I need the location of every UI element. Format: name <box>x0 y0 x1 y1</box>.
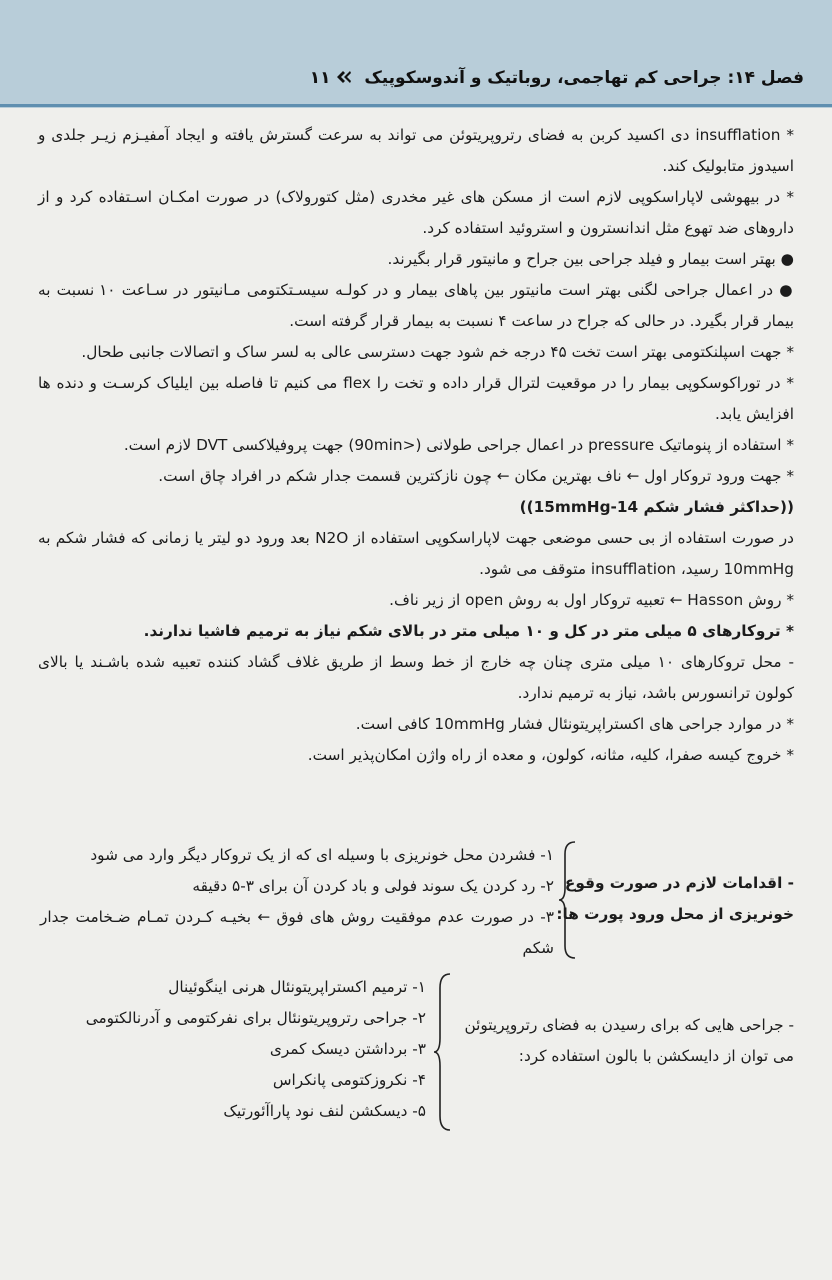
list-item: ۳- برداشتن دیسک کمری <box>269 1040 426 1058</box>
list-item: ۴- نکروزکتومی پانکراس <box>272 1071 426 1089</box>
chapter-logo-icon <box>336 70 352 84</box>
chapter-header <box>0 0 832 108</box>
balloon-procedures-list <box>40 972 426 1127</box>
balloon-dissection-block <box>40 972 794 1132</box>
chapter-title-text: فصل ۱۴: جراحی کم تهاجمی، روباتیک و آندوسکوپیک <box>364 68 804 88</box>
bleeding-label-line-1: - اقدامات لازم در صورت وقوع <box>564 874 794 892</box>
list-item: ۱- ترمیم اکستراپریتونئال هرنی اینگوئینال <box>168 978 426 996</box>
paragraph-2: * در بیهوشی لاپاراسکوپی لازم است از مسکن های غیر مخدری (مثل کتورولاک) در صورت امکـان اسـتفاده کرد و از داروهای ضد تهوع مثل اندانسترون و استروئید استفاده کرد. <box>38 188 794 237</box>
list-item: ۵- دیسکشن لنف نود پاراآئورتیک <box>223 1102 426 1120</box>
paragraph-6: * در توراکوسکوپی بیمار را در موقعیت لترال قرار داده و تخت را flex می کنیم تا فاصله بین ایلیاک کرسـت و دنده ها افزایش یابد. <box>38 374 794 423</box>
bleeding-steps-list <box>40 840 554 964</box>
chapter-title <box>310 68 804 88</box>
balloon-label-line-1: - جراحی هایی که برای رسیدن به فضای رتروپریتوئن <box>464 1016 794 1034</box>
list-item: ۲- جراحی رتروپریتونئال برای نفرکتومی و آدرنالکتومی <box>85 1009 426 1027</box>
brace-icon <box>559 840 579 960</box>
paragraph-14: * در موارد جراحی های اکستراپریتونئال فشار 10mmHg کافی است. <box>355 715 794 733</box>
header-rule <box>0 104 832 107</box>
brace-icon <box>434 972 454 1132</box>
bleeding-management-block <box>40 840 794 960</box>
paragraph-7: * استفاده از پنوماتیک pressure در اعمال جراحی طولانی (<90min) جهت پروفیلاکسی DVT لازم است. <box>123 436 794 454</box>
bleeding-label-line-2: خونریزی از محل ورود پورت ها: <box>556 905 794 923</box>
paragraph-12: * تروکارهای ۵ میلی متر در کل و ۱۰ میلی متر در بالای شکم نیاز به ترمیم فاشیا ندارند. <box>143 622 794 640</box>
paragraph-10: در صورت استفاده از بی حسی موضعی جهت لاپاراسکوپی استفاده از N2O بعد ورود دو لیتر یا زمانی که فشار شکم به 10mmHg رسید، insufflation متوقف می شود. <box>38 529 794 578</box>
balloon-label-line-2: می توان از دایسکشن با بالون استفاده کرد: <box>518 1047 794 1065</box>
list-item: ۱- فشردن محل خونریزی با وسیله ای که از یک تروکار دیگر وارد می شود <box>90 846 554 864</box>
list-item: ۲- رد کردن یک سوند فولی و باد کردن آن برای ۳-۵ دقیقه <box>192 877 554 895</box>
balloon-block-label <box>464 1010 794 1072</box>
main-text <box>38 120 794 771</box>
paragraph-1: * insufflation دی اکسید کربن به فضای رتروپریتوئن می تواند به سرعت گسترش یافته و ایجاد آمفیـزم زیـر جلدی و اسیدوز متابولیک کند. <box>38 126 794 175</box>
paragraph-3: ● بهتر است بیمار و فیلد جراحی بین جراح و مانیتور قرار بگیرند. <box>387 250 794 268</box>
paragraph-8: * جهت ورود تروکار اول ← ناف بهترین مکان ← چون نازکترین قسمت جدار شکم در افراد چاق است. <box>158 467 794 485</box>
paragraph-5: * جهت اسپلنکتومی بهتر است تخت ۴۵ درجه خم شود جهت دسترسی عالی به لسر ساک و اتصالات جانبی طحال. <box>81 343 794 361</box>
list-item: ۳- در صورت عدم موفقیت روش های فوق ← بخیـه کـردن تمـام ضـخامت جدار شکم <box>40 908 554 957</box>
paragraph-11: * روش Hasson ← تعبیه تروکار اول به روش open از زیر ناف. <box>389 591 794 609</box>
paragraph-4: ● در اعمال جراحی لگنی بهتر است مانیتور بین پاهای بیمار و در کولـه سیسـتکتومی مـانیتور در سـاعت ۱۰ نسبت به بیمار قرار بگیرد. در حالی که جراح در ساعت ۴ نسبت به بیمار قرار گرفته است. <box>38 281 794 330</box>
page-number <box>310 68 353 88</box>
paragraph-13: - محل تروکارهای ۱۰ میلی متری چنان چه خارج از خط وسط از طریق غلاف گشاد کننده تعبیه شده باشـند یا بالای کولون ترانسورس باشد، نیاز به ترمیم ندارد. <box>38 653 794 702</box>
page-number-text: ۱۱ <box>309 68 331 88</box>
max-pressure-note: ((حداکثر فشار شکم 14-15mmHg)) <box>519 498 794 516</box>
paragraph-15: * خروج کیسه صفرا، کلیه، مثانه، کولون، و معده از راه واژن امکان‌پذیر است. <box>307 746 794 764</box>
bleeding-block-label <box>556 868 794 930</box>
